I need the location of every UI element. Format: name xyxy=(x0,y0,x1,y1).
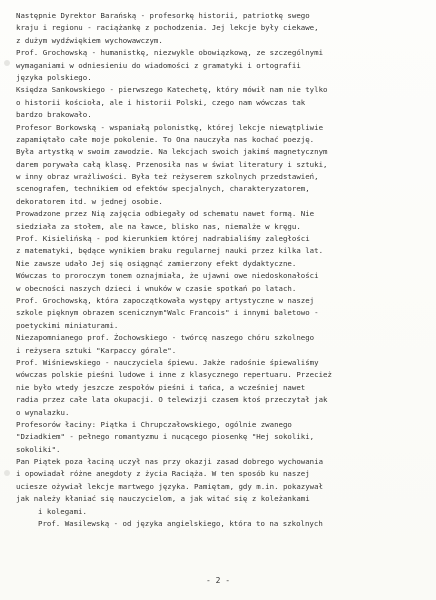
text-line: Profesor Borkowską - wspaniałą polonistkę, której lekcje niewątpliwie xyxy=(16,122,324,132)
text-line: w inny obraz wrażliwości. Była też reżyserem szkolnych przedstawień, xyxy=(16,172,319,182)
text-line: scenografem, technikiem od efektów specjalnych, charakteryzatorem, xyxy=(16,184,310,194)
text-line: o wynalazku. xyxy=(16,407,70,417)
text-line: zapamiętało całe moje pokolenie. To Ona nauczyła nas kochać poezję. xyxy=(16,134,315,144)
punch-hole xyxy=(4,60,10,66)
text-line: i reżysera sztuki "Karpaccy górale". xyxy=(16,345,177,355)
text-line: Profesorów łaciny: Piątka i Chrupczałowskiego, ogólnie zwanego xyxy=(16,419,292,429)
text-line: dekoratorem itd. w jednej osobie. xyxy=(16,196,163,206)
text-line: Następnie Dyrektor Barańską - profesorkę historii, patriotkę swego xyxy=(16,11,310,20)
text-line: Wówczas to proroczym tonem oznajmiała, że ujawni owe niedoskonałości xyxy=(16,271,319,281)
text-line: wówczas polskie pieśni ludowe i inne z klasycznego repertuaru. Przecież xyxy=(16,370,332,380)
text-line: poetyckimi miniaturami. xyxy=(16,320,119,330)
text-line: o historii kościoła, ale i historii Polski, czego nam wówczas tak xyxy=(16,97,306,107)
text-line: sokoliki". xyxy=(16,444,61,454)
text-line: kraju i regionu - raciążankę z pochodzenia. Jej lekcje były ciekawe, xyxy=(16,23,319,33)
text-line: z matematyki, będące wynikiem braku regularnej nauki przez kilka lat. xyxy=(16,246,324,256)
text-line: "Dziadkiem" - pełnego romantyzmu i nucącego piosenkę "Hej sokoliki, xyxy=(16,432,315,442)
text-line: darem porywała całą klasę. Przenosiła nas w świat literatury i sztuki, xyxy=(16,159,328,169)
text-line: siedziała za stołem, ale na ławce, blisko nas, niemalże w kręgu. xyxy=(16,221,301,231)
text-line: Prof. Kisielińską - pod kierunkiem której nadrabialiśmy zaległości xyxy=(16,234,310,244)
text-line: języka polskiego. xyxy=(16,72,92,82)
text-line: bardzo brakowało. xyxy=(16,110,92,120)
text-line: uciesze ożywiał lekcje martwego języka. Pamiętam, gdy m.in. pokazywał xyxy=(16,481,324,491)
text-line: Pan Piątek poza łaciną uczył nas przy okazji zasad dobrego wychowania xyxy=(16,457,324,467)
text-line: wymaganiami w odniesieniu do wiadomości z gramatyki i ortografii xyxy=(16,60,301,70)
text-line: Nie zawsze udało Jej się osiągnąć zamierzony efekt dydaktyczne. xyxy=(16,258,297,268)
text-line: Niezapomnianego prof. Żochowskiego - twórcę naszego chóru szkolnego xyxy=(16,333,315,343)
text-line: jak należy kłaniać się nauczycielom, a jak witać się z koleżankami xyxy=(16,494,310,504)
page-number: - 2 - xyxy=(205,576,231,585)
text-line: Prof. Grochowską - humanistkę, niezwykle obowiązkową, ze szczególnymi xyxy=(16,48,324,58)
text-line: nie było wtedy jeszcze zespołów pieśni i tańca, a wcześniej nawet xyxy=(16,382,306,392)
punch-hole xyxy=(4,470,10,476)
text-line: i opowiadał różne anegdoty z życia Raciąża. W ten sposób ku naszej xyxy=(16,469,310,479)
text-line: Prof. Wiśniewskiego - nauczyciela śpiewu. Jakże radośnie śpiewaliśmy xyxy=(16,357,319,367)
text-line: Prof. Grochowską, która zapoczątkowała występy artystyczne w naszej xyxy=(16,295,315,305)
text-line: szkole pięknym obrazem scenicznym"Walc Francois" i innymi baletowo - xyxy=(16,308,319,318)
text-line: i kolegami. xyxy=(38,506,87,516)
typewritten-text xyxy=(16,10,426,530)
text-line: Prof. Wasilewską - od języka angielskiego, która to na szkolnych xyxy=(38,519,323,529)
text-line: w obecności naszych dzieci i wnuków w czasie spotkań po latach. xyxy=(16,283,297,293)
text-line: z dużym wydźwiękiem wychowawczym. xyxy=(16,35,163,45)
text-line: Była artystką w swoim zawodzie. Na lekcjach swoich jakimś magnetycznym xyxy=(16,147,328,157)
text-line: Księdza Sankowskiego - pierwszego Katechetę, który mówił nam nie tylko xyxy=(16,85,328,95)
text-line: radia przez całe lata okupacji. O telewizji czasem ktoś przeczytał jak xyxy=(16,395,328,405)
text-line: Prowadzone przez Nią zajęcia odbiegały od schematu nawet formą. Nie xyxy=(16,209,315,219)
